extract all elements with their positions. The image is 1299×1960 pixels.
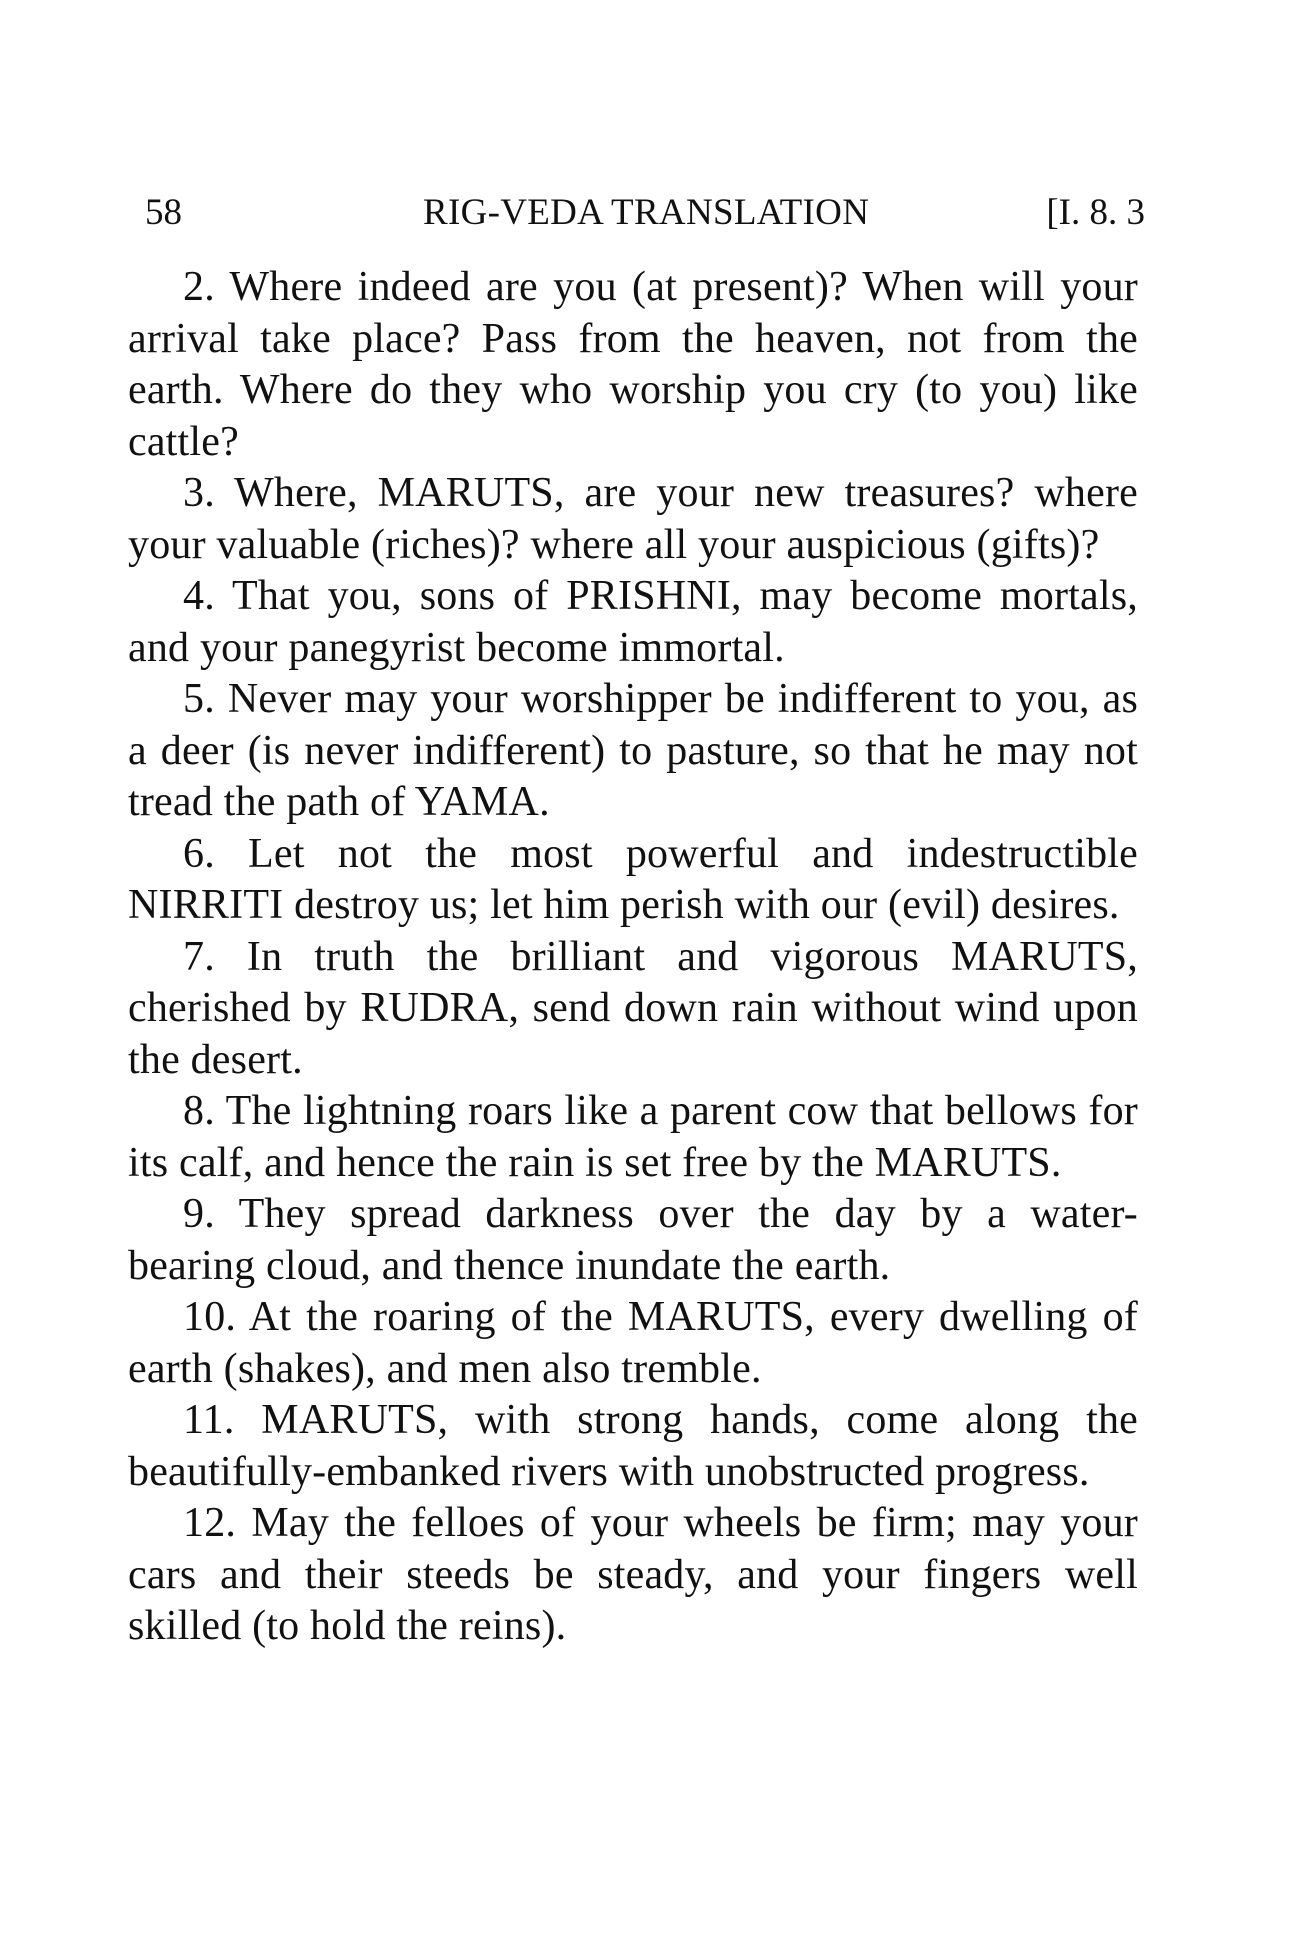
verse-9: 9. They spread darkness over the day by a water-bearing cloud, and thence inundate the earth. [128,1191,1138,1289]
verse-3: 3. Where, MARUTS, are your new treasures? where your valuable (riches)? where all your auspicious (gifts)? [128,470,1138,568]
verse-8: 8. The lightning roars like a parent cow that bellows for its calf, and hence the rain is set free by the MARUTS. [128,1088,1138,1186]
page-header [145,188,1145,238]
verse-4: 4. That you, sons of PRISHNI, may become mortals, and your panegyrist become immortal. [128,573,1138,671]
verse-11: 11. MARUTS, with strong hands, come along the beautifully-embanked rivers with unobstructed progress. [128,1397,1138,1495]
verse-7: 7. In truth the brilliant and vigorous MARUTS, cherished by RUDRA, send down rain without wind upon the desert. [128,933,1138,1083]
page-number: 58 [145,192,182,233]
verse-5: 5. Never may your worshipper be indifferent to you, as a deer (is never indifferent) to pasture, so that he may not tread the path of YAMA. [128,676,1138,825]
verse-2: 2. Where indeed are you (at present)? When will your arrival take place? Pass from the heaven, not from the earth. Where do they who worship you cry (to you) like cattle? [128,264,1138,465]
running-title: RIG-VEDA TRANSLATION [423,192,870,233]
verse-6: 6. Let not the most powerful and indestructible NIRRITI destroy us; let him perish with our (evil) desires. [128,830,1138,928]
section-reference: [I. 8. 3 [1046,192,1145,233]
verse-12: 12. May the felloes of your wheels be firm; may your cars and their steeds be steady, and your fingers well skilled (to hold the reins). [128,1500,1138,1649]
verse-list [128,262,1138,1653]
verse-10: 10. At the roaring of the MARUTS, every dwelling of earth (shakes), and men also tremble. [128,1294,1138,1392]
